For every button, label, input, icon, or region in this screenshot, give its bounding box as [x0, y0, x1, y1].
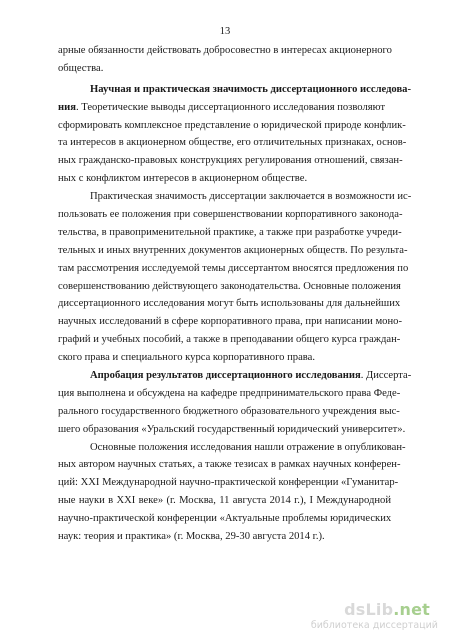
text-line: сформировать комплексное представление о юридической природе конфлик- [58, 119, 406, 131]
text-line: ций: XXI Международной научно-практической конференции «Гуманитар- [58, 477, 399, 489]
section-heading: Научная и практическая значимость диссертационного исследова- [90, 83, 412, 95]
text-line: там рассмотрения исследуемой темы диссертантом вносятся предложения по [58, 262, 409, 274]
text-line: ных автором научных статьях, а также тезисах в рамках научных конферен- [58, 459, 401, 471]
text-line: совершенствованию действующего законодательства. Основные положения [58, 280, 401, 292]
text-line: рального государственного бюджетного образовательного учреждения выс- [58, 405, 400, 417]
text-line: диссертационного исследования могут быть использованы для дальнейших [58, 298, 401, 310]
text-line: графий и учебных пособий, а также в преподавании общего курса граждан- [58, 334, 401, 346]
text-line: тельных и иных внутренних документов акционерных обществ. По результа- [58, 244, 408, 256]
text-line: ные науки в XXI веке» (г. Москва, 11 августа 2014 г.), I Международной [58, 495, 391, 507]
text-line: пользовать ее положения при совершенствовании корпоративного законода- [58, 209, 403, 221]
page-number: 13 [219, 26, 231, 37]
text-line: ция выполнена и обсуждена на кафедре предпринимательского права Феде- [58, 387, 401, 399]
text-line: научно-практической конференции «Актуальные проблемы юридических [58, 513, 392, 525]
text-fragment: . Диссерта- [360, 370, 412, 382]
paragraph-start: Основные положения исследования нашли отражение в опубликован- [90, 441, 406, 453]
document-body [58, 42, 412, 546]
text-line [58, 367, 412, 385]
watermark [310, 600, 442, 634]
text-line: тельства, в правоприменительной практике, а также при разработке учреди- [58, 226, 402, 238]
text-line [58, 99, 391, 117]
text-line: шего образования «Уральский государственный юридический университет». [58, 423, 406, 435]
text-line: научных исследований в сфере корпоративного права, при написании моно- [58, 316, 402, 328]
watermark-logo-main: dsLib [344, 600, 394, 619]
text-line: ных гражданско-правовых конструкциях регулирования отношений, связан- [58, 155, 403, 167]
text-line: ных с конфликтом интересов в акционерном обществе. [58, 173, 308, 185]
text-fragment: . Теоретические выводы диссертационного исследования позволяют [75, 101, 386, 113]
section-heading: Апробация результатов диссертационного исследования [90, 370, 361, 382]
text-line: ского права и специального курса корпоративного права. [58, 352, 315, 364]
watermark-logo-accent: .net [393, 600, 430, 619]
watermark-logo [344, 600, 430, 619]
text-line: общества. [58, 62, 104, 74]
text-line: та интересов в акционерном обществе, его отличительных признаках, основ- [58, 137, 407, 149]
text-line: наук: теория и практика» (г. Москва, 29-30 августа 2014 г.). [58, 531, 325, 543]
section-heading-end: ния [58, 101, 76, 113]
paragraph-start: Практическая значимость диссертации заключается в возможности ис- [90, 191, 412, 203]
watermark-tagline: библиотека диссертаций [310, 620, 438, 631]
text-line: арные обязанности действовать добросовестно в интересах акционерного [58, 45, 392, 56]
